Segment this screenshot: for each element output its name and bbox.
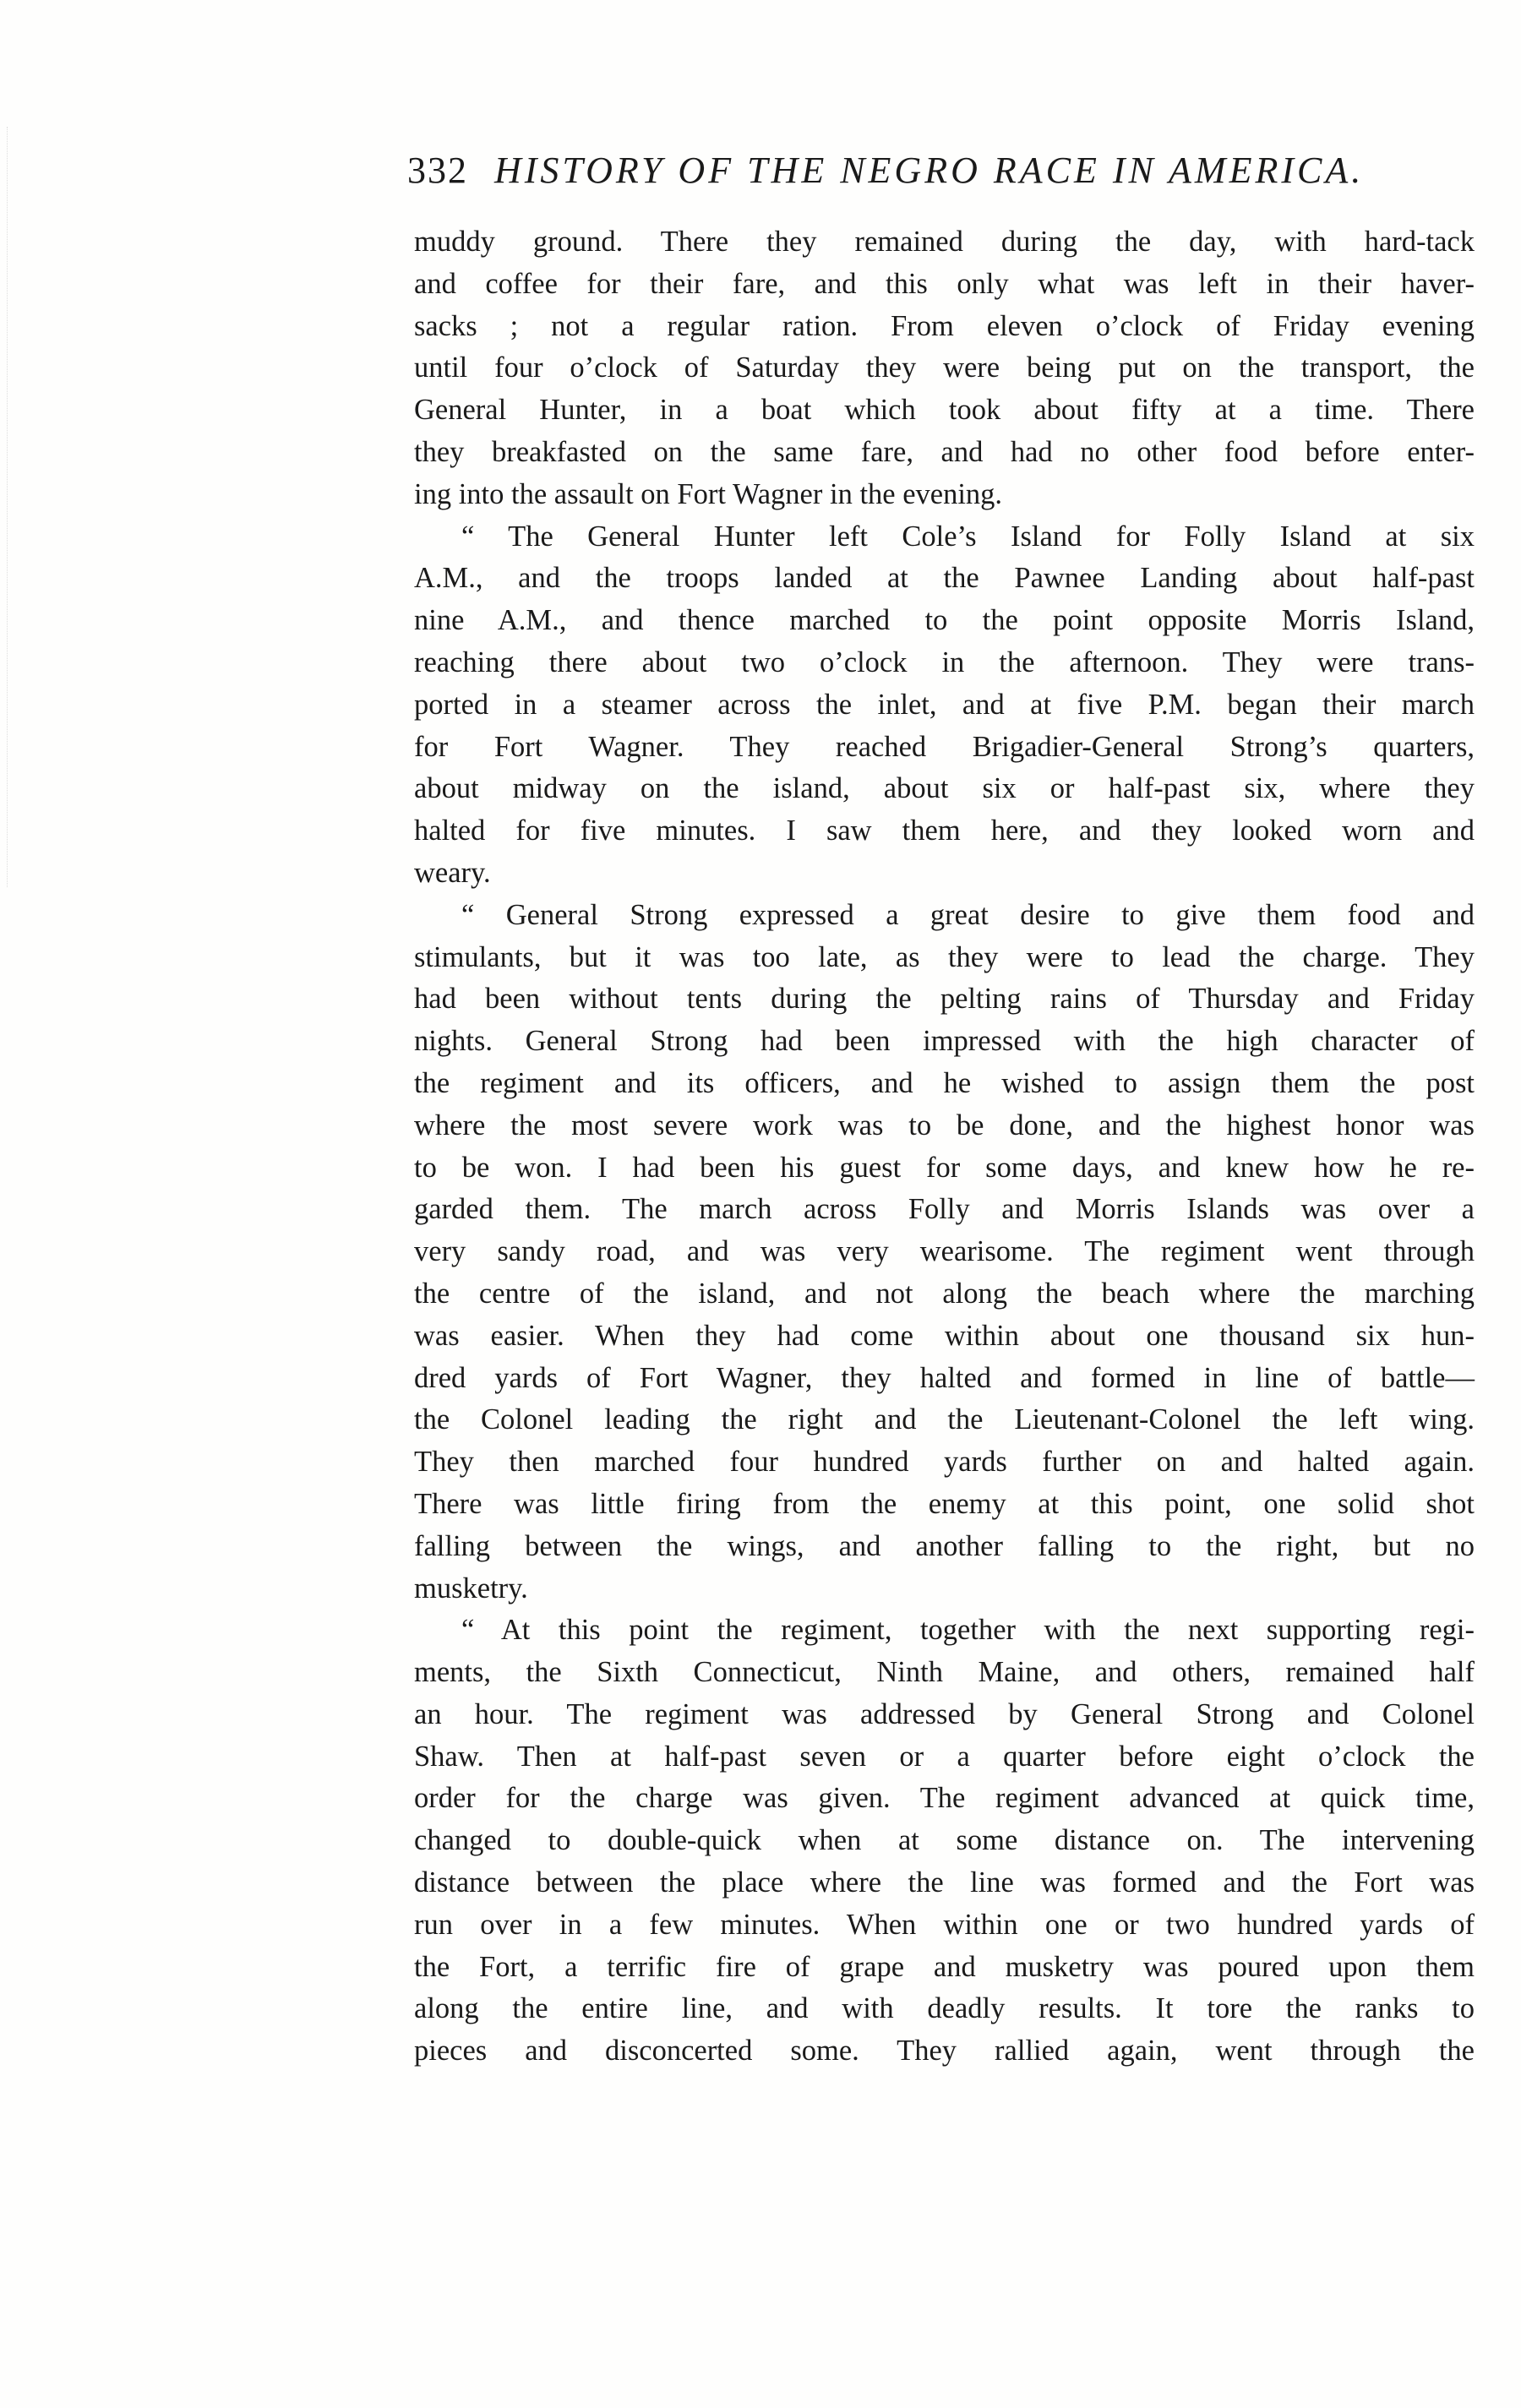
body-text <box>414 221 1475 2073</box>
text-line: reaching there about two o’clock in the afternoon. They were trans- <box>414 646 1475 678</box>
text-line: ported in a steamer across the inlet, and at five P.M. began their march <box>414 688 1475 721</box>
text-line: halted for five minutes. I saw them here, and they looked worn and <box>414 814 1475 847</box>
text-line: General Hunter, in a boat which took about fifty at a time. There <box>414 394 1475 427</box>
text-line: sacks ; not a regular ration. From eleven o’clock of Friday evening <box>414 309 1475 342</box>
text-line: had been without tents during the pelting rains of Thursday and Friday <box>414 983 1475 1016</box>
text-line: There was little firing from the enemy at this point, one solid shot <box>414 1487 1475 1520</box>
text-line: the Fort, a terrific fire of grape and musketry was poured upon them <box>414 1950 1475 1983</box>
running-head <box>407 149 1413 199</box>
text-line: the regiment and its officers, and he wished to assign them the post <box>414 1066 1475 1099</box>
text-line: an hour. The regiment was addressed by General Strong and Colonel <box>414 1697 1475 1730</box>
text-line: ments, the Sixth Connecticut, Ninth Maine, and others, remained half <box>414 1656 1475 1689</box>
text-line: very sandy road, and was very wearisome. The regiment went through <box>414 1235 1475 1268</box>
text-line: “ General Strong expressed a great desire to give them food and <box>461 898 1475 931</box>
text-line: for Fort Wagner. They reached Brigadier-General Strong’s quarters, <box>414 730 1475 763</box>
text-line: along the entire line, and with deadly results. It tore the ranks to <box>414 1992 1475 2025</box>
text-line: “ At this point the regiment, together with the next supporting regi- <box>461 1614 1475 1647</box>
text-line: falling between the wings, and another falling to the right, but no <box>414 1529 1475 1562</box>
text-line: A.M., and the troops landed at the Pawnee Landing about half-past <box>414 562 1475 595</box>
running-title: HISTORY OF THE NEGRO RACE IN AMERICA. <box>494 150 1365 191</box>
text-line: the centre of the island, and not along the beach where the marching <box>414 1277 1475 1310</box>
text-line: musketry. <box>414 1572 528 1604</box>
text-line: about midway on the island, about six or half-past six, where they <box>414 772 1475 805</box>
binding-gutter <box>7 127 14 887</box>
text-line: they breakfasted on the same fare, and had no other food before enter- <box>414 435 1475 468</box>
text-line: “ The General Hunter left Cole’s Island for Folly Island at six <box>461 520 1475 553</box>
text-line: distance between the place where the line was formed and the Fort was <box>414 1866 1475 1899</box>
text-line: the Colonel leading the right and the Lieutenant-Colonel the left wing. <box>414 1403 1475 1436</box>
text-line: nine A.M., and thence marched to the point opposite Morris Island, <box>414 604 1475 637</box>
text-line: dred yards of Fort Wagner, they halted and formed in line of battle— <box>414 1361 1475 1394</box>
text-line: to be won. I had been his guest for some days, and knew how he re- <box>414 1151 1475 1184</box>
text-line: nights. General Strong had been impressed with the high character of <box>414 1025 1475 1058</box>
text-line: ing into the assault on Fort Wagner in the evening. <box>414 477 1003 510</box>
page-number: 332 <box>407 150 468 191</box>
text-line: weary. <box>414 856 491 889</box>
text-line: They then marched four hundred yards further on and halted again. <box>414 1446 1475 1479</box>
text-line: and coffee for their fare, and this only what was left in their haver- <box>414 267 1475 300</box>
text-line: was easier. When they had come within about one thousand six hun- <box>414 1319 1475 1352</box>
text-line: muddy ground. There they remained during the day, with hard-tack <box>414 226 1475 258</box>
text-line: run over in a few minutes. When within one or two hundred yards of <box>414 1908 1475 1941</box>
text-line: garded them. The march across Folly and Morris Islands was over a <box>414 1193 1475 1226</box>
text-line: changed to double-quick when at some distance on. The intervening <box>414 1824 1475 1857</box>
text-line: Shaw. Then at half-past seven or a quarter before eight o’clock the <box>414 1740 1475 1773</box>
text-line: stimulants, but it was too late, as they were to lead the charge. They <box>414 940 1475 973</box>
text-line: until four o’clock of Saturday they were being put on the transport, the <box>414 351 1475 384</box>
text-line: where the most severe work was to be done, and the highest honor was <box>414 1109 1475 1141</box>
text-line: order for the charge was given. The regiment advanced at quick time, <box>414 1782 1475 1815</box>
text-line: pieces and disconcerted some. They rallied again, went through the <box>414 2035 1475 2068</box>
